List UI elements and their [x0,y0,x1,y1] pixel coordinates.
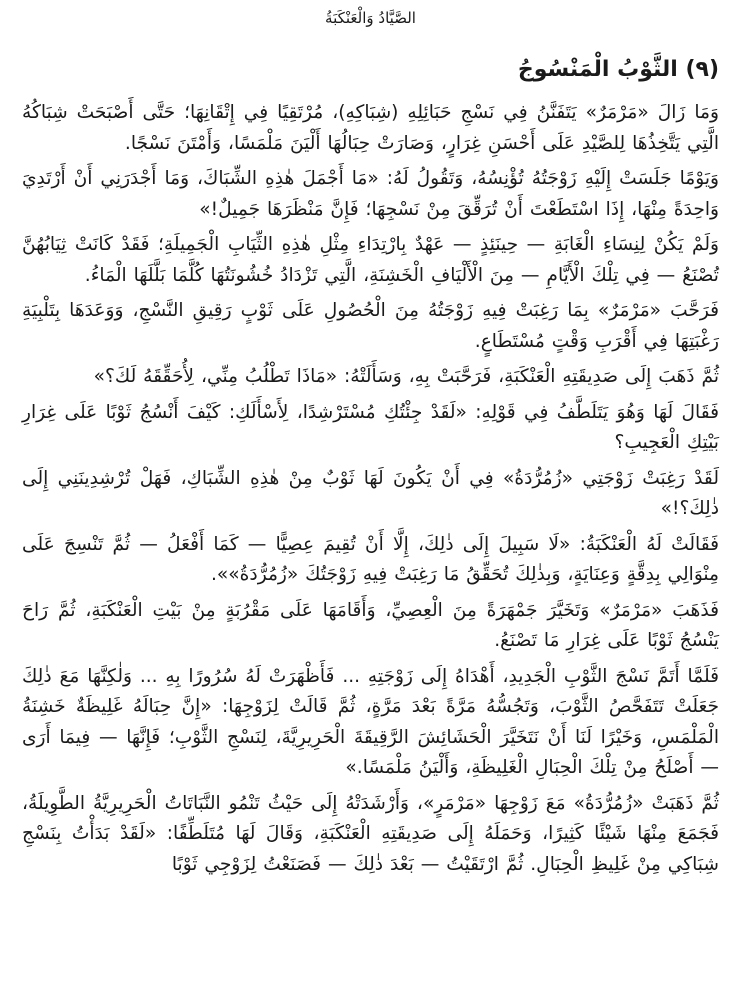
paragraph: وَلَمْ يَكُنْ لِنِسَاءِ الْغَابَةِ — حِينَئِذٍ — عَهْدٌ بِارْتِدَاءِ مِثْلِ هٰذِهِ الثِّيَابِ الْجَمِيلَةِ؛ فَقَدْ كَانَتْ ثِيَابُهُنَّ تُصْنَعُ — فِي تِلْكَ الْأَيَّامِ — مِنَ الْأَلْيَافِ الْخَشِنَةِ، الَّتِي تَزْدَادُ خُشُونَتُهَا كُلَّمَا بَلَّلَهَا الْمَاءُ. [22,234,719,286]
paragraph: لَقَدْ رَغِبَتْ زَوْجَتِي «زُمُرُّدَةُ» فِي أَنْ يَكُونَ لَهَا ثَوْبٌ مِنْ هٰذِهِ الشِّبَاكِ، فَهَلْ تُرْشِدِينَنِي إِلَى ذٰلِكَ؟!» [22,467,719,519]
paragraph: وَمَا زَالَ «مَرْمَرٌ» يَتَفَنَّنُ فِي نَسْجِ حَبَائِلِهِ (شِبَاكِهِ)، مُرْتَقِيًا فِي إِتْقَانِهَا؛ حَتَّى أَصْبَحَتْ شِبَاكُهُ الَّتِي يَتَّخِذُهَا لِلصَّيْدِ عَلَى أَحْسَنِ غِرَارٍ، وَصَارَتْ حِبَالُهَا أَلْيَنَ مَلْمَسًا، وَأَمْتَنَ نَسْجًا. [22,102,719,154]
paragraph: فَقَالَ لَهَا وَهُوَ يَتَلَطَّفُ فِي قَوْلِهِ: «لَقَدْ جِئْتُكِ مُسْتَرْشِدًا، لِأَسْأَلَكِ: كَيْفَ أَنْسُجُ ثَوْبًا عَلَى غِرَارِ بَيْتِكِ الْعَجِيبِ؟ [22,401,719,453]
paragraph: ثُمَّ ذَهَبَتْ «زُمُرُّدَةُ» مَعَ زَوْجِهَا «مَرْمَرٍ»، وَأَرْشَدَتْهُ إِلَى حَيْثُ تَنْمُو النَّبَاتَاتُ الْحَرِيرِيَّةُ الطَّوِيلَةُ، فَجَمَعَ مِنْهَا شَيْئًا كَثِيرًا، وَحَمَلَهُ إِلَى صَدِيقَتِهِ الْعَنْكَبَةِ، وَقَالَ لَهَا مُتَلَطِّفًا: «لَقَدْ بَدَأْتُ بِنَسْجِ شِبَاكِي مِنْ غَلِيظِ الْحِبَالِ. ثُمَّ ارْتَقَيْتُ — بَعْدَ ذٰلِكَ — فَصَنَعْتُ لِزَوْجِي ثَوْبًا [22,792,719,875]
paragraph: فَرَحَّبَ «مَرْمَرٌ» بِمَا رَغِبَتْ فِيهِ زَوْجَتُهُ مِنَ الْحُصُولِ عَلَى ثَوْبٍ رَقِيقِ النَّسْجِ، وَوَعَدَهَا بِتَلْبِيَةِ رَغْبَتِهَا فِي أَقْرَبِ وَقْتٍ مُسْتَطَاعٍ. [22,300,719,352]
paragraph: فَلَمَّا أَتَمَّ نَسْجَ الثَّوْبِ الْجَدِيدِ، أَهْدَاهُ إِلَى زَوْجَتِهِ ... فَأَظْهَرَتْ لَهُ سُرُورًا بِهِ ... وَلٰكِنَّهَا مَعَ ذٰلِكَ جَعَلَتْ تَتَفَحَّصُ الثَّوْبَ، وَتَجُسُّهُ مَرَّةً بَعْدَ مَرَّةٍ، ثُمَّ قَالَتْ لِزَوْجِهَا: «إِنَّ حِبَالَهُ غَلِيظَةٌ خَشِنَةُ الْمَلْمَسِ، وَخَيْرًا لَنَا أَنْ نَتَخَيَّرَ الْحَشَائِشَ الرَّقِيقَةَ الْحَرِيرِيَّةَ، لِنَسْجِ الثَّوْبِ؛ فَإِنَّهَا — فِيمَا أَرَى — أَصْلَحُ مِنْ تِلْكَ الْحِبَالِ الْغَلِيظَةِ، وَأَلْيَنُ مَلْمَسًا.» [22,665,719,778]
paragraph: وَيَوْمًا جَلَسَتْ إِلَيْهِ زَوْجَتُهُ تُؤْنِسُهُ، وَتَقُولُ لَهُ: «مَا أَجْمَلَ هٰذِهِ الشِّبَاكَ، وَمَا أَجْدَرَنِي أَنْ أَرْتَدِيَ وَاحِدَةً مِنْهَا، إِذَا اسْتَطَعْتَ أَنْ تُرَقِّقَ مِنْ نَسْجِهَا؛ فَإِنَّ مَنْظَرَهَا جَمِيلٌ!» [22,168,719,220]
paragraph: ثُمَّ ذَهَبَ إِلَى صَدِيقَتِهِ الْعَنْكَبَةِ، فَرَحَّبَتْ بِهِ، وَسَأَلَتْهُ: «مَاذَا تَطْلُبُ مِنِّي، لِأُحَقِّقَهُ لَكَ؟» [93,366,719,387]
running-header: الصَّيَّادُ وَالْعَنْكَبَةُ [325,9,416,27]
paragraph: فَقَالَتْ لَهُ الْعَنْكَبَةُ: «لَا سَبِيلَ إِلَى ذٰلِكَ، إِلَّا أَنْ تُقِيمَ عِصِيًّا — كَمَا أَفْعَلُ — ثُمَّ تَنْسِجَ عَلَى مِنْوَالِي بِدِقَّةٍ وَعِنَايَةٍ، وَبِذٰلِكَ تُحَقِّقُ مَا رَغِبَتْ فِيهِ زَوْجَتُكَ «زُمُرُّدَةُ»». [22,533,719,585]
chapter-title: (٩) الثَّوْبُ الْمَنْسُوجُ [517,57,719,82]
paragraph: فَذَهَبَ «مَرْمَرٌ» وَتَخَيَّرَ جَمْهَرَةً مِنَ الْعِصِيِّ، وَأَقَامَهَا عَلَى مَقْرُبَةٍ مِنْ بَيْتِ الْعَنْكَبَةِ، ثُمَّ رَاحَ يَنْسُجُ ثَوْبًا عَلَى غِرَارِ مَا تَصْنَعُ. [22,599,719,651]
